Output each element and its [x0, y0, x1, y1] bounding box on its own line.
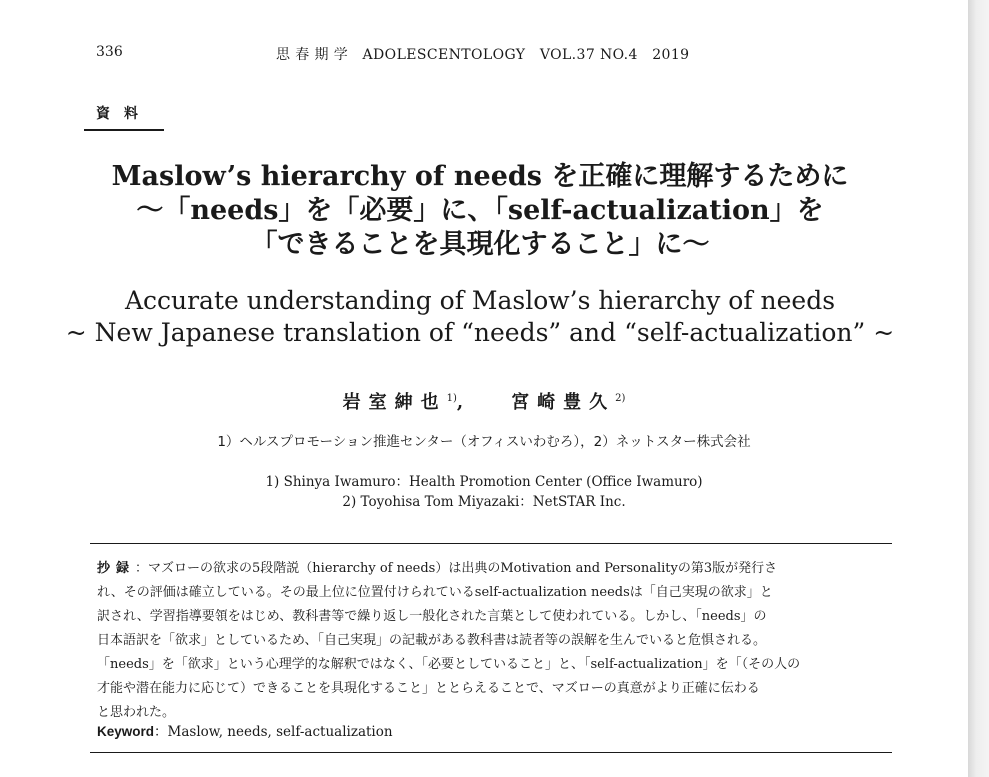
viewer-scrollbar-edge [968, 0, 989, 777]
abstract-line-7: と思われた。 [97, 705, 176, 720]
author-list [0, 388, 968, 414]
page-number: 336 [96, 44, 123, 60]
keywords [97, 720, 393, 740]
keyword-values: ：Maslow, needs, self-actualization [154, 724, 393, 740]
abstract-text [97, 557, 889, 725]
title-ja-line-2: 〜「needs」を「必要」に、「self-actualization」を [136, 195, 824, 226]
affiliation-en-1: 1) Shinya Iwamuro：Health Promotion Center (Office Iwamuro) [265, 474, 703, 490]
keyword-label: Keyword [97, 724, 155, 739]
author-affiliation-mark: 2) [615, 393, 626, 404]
abstract-line-6: 才能や潜在能力に応じて）できることを具現化すること」ととらえることで、マズローの真意がより正確に伝わる [97, 681, 760, 696]
author-name: 宮崎豊久 [511, 392, 616, 413]
abstract-section [90, 543, 892, 753]
abstract-label: 抄録 [97, 561, 136, 576]
journal-running-header: 思 春 期 学 ADOLESCENTOLOGY VOL.37 NO.4 2019 [276, 47, 690, 63]
title-japanese [40, 160, 920, 262]
affiliations-japanese: 1）ヘルスプロモーション推進センター（オフィスいわむろ），2）ネットスター株式会社 [217, 434, 751, 450]
abstract-line-3: 訳され、学習指導要領をはじめ、教科書等で繰り返し一般化された言葉として使われている。しかし、「needs」の [97, 609, 767, 624]
abstract-line-2: れ、その評価は確立している。その最上位に位置付けられているself-actualization needsは「自己実現の欲求」と [97, 585, 773, 600]
title-en-line-1: Accurate understanding of Maslow’s hierarchy of needs [124, 286, 836, 315]
title-english [40, 285, 920, 349]
title-en-line-2: ~ New Japanese translation of “needs” and “self-actualization” ~ [65, 318, 895, 347]
title-ja-line-1: Maslow’s hierarchy of needs を正確に理解するために [111, 161, 849, 192]
abstract-line-4: 日本語訳を「欲求」としているため、「自己実現」の記載がある教科書は読者等の誤解を生んでいると危惧される。 [97, 633, 766, 648]
abstract-line-1: ：マズローの欲求の5段階説（hierarchy of needs）は出典のMotivation and Personalityの第3版が発行さ [135, 561, 778, 576]
author-separator: , [456, 392, 472, 413]
author-name: 岩室紳也 [342, 392, 447, 413]
title-ja-line-3: 「できることを具現化すること」に〜 [250, 229, 710, 260]
affiliations-english [0, 472, 968, 512]
author-affiliation-mark: 1) [446, 393, 457, 404]
abstract-line-5: 「needs」を「欲求」という心理学的な解釈ではなく、「必要としていること」と、「self-actualization」を「（その人の [97, 657, 801, 672]
affiliation-en-2: 2) Toyohisa Tom Miyazaki：NetSTAR Inc. [342, 494, 626, 510]
section-label: 資料 [84, 101, 164, 131]
